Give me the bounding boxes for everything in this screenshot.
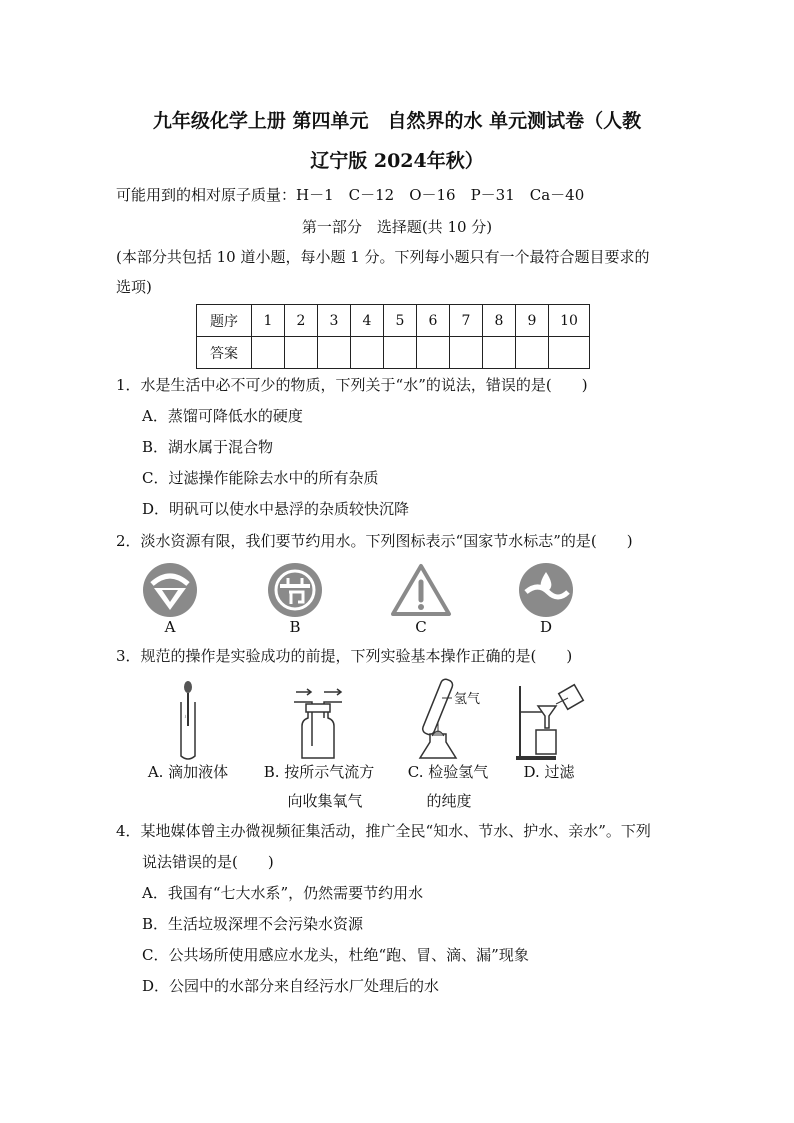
question-1-option-b: B．湖水属于混合物	[142, 438, 274, 456]
answer-table	[196, 304, 590, 369]
answer-table-row2-label: 答案	[197, 337, 252, 369]
question-4-option-a: A．我国有“七大水系”，仍然需要节约用水	[142, 884, 424, 902]
figure-caption-b-line-1: B. 按所示气流方	[263, 763, 375, 781]
filtration-figure	[516, 682, 586, 762]
question-1-option-d: D．明矾可以使水中悬浮的杂质较快沉降	[142, 500, 410, 518]
figure-caption-b-line-2: 向收集氧气	[287, 792, 363, 810]
question-4-option-b: B．生活垃圾深埋不会污染水资源	[142, 915, 364, 933]
question-number: 1	[252, 305, 285, 337]
question-4-option-d: D．公园中的水部分来自经污水厂处理后的水	[142, 977, 440, 995]
question-number: 3	[318, 305, 351, 337]
answer-table-answer-row	[197, 337, 590, 369]
question-2-stem: 2．淡水资源有限，我们要节约用水。下列图标表示“国家节水标志”的是( )	[116, 532, 633, 550]
page-title-line-1: 九年级化学上册 第四单元 自然界的水 单元测试卷（人教	[152, 110, 642, 132]
water-saving-icon-b	[267, 562, 323, 618]
answer-cell[interactable]	[516, 337, 549, 369]
answer-cell[interactable]	[285, 337, 318, 369]
answer-cell[interactable]	[483, 337, 516, 369]
warning-triangle-icon-c	[391, 564, 451, 616]
question-number: 10	[549, 305, 590, 337]
answer-table-number-row	[197, 305, 590, 337]
answer-cell[interactable]	[549, 337, 590, 369]
gas-collection-bottle-figure	[290, 688, 346, 762]
answer-cell[interactable]	[351, 337, 384, 369]
figure-caption-d: D. 过滤	[523, 763, 575, 781]
instructions-line-1: (本部分共包括 10 道小题，每小题 1 分。下列每小题只有一个最符合题目要求的	[116, 248, 650, 266]
instructions-line-2: 选项)	[116, 278, 152, 296]
section-title: 第一部分 选择题(共 10 分)	[301, 218, 493, 236]
icon-label-d: D	[539, 618, 553, 636]
question-1-option-c: C．过滤操作能除去水中的所有杂质	[142, 469, 379, 487]
figure-caption-c-line-2: 的纯度	[426, 792, 472, 810]
dropper-test-tube-figure	[176, 680, 200, 762]
question-4-option-c: C．公共场所使用感应水龙头，杜绝“跑、冒、滴、漏”现象	[142, 946, 529, 964]
figure-caption-a: A. 滴加液体	[147, 763, 229, 781]
question-number: 2	[285, 305, 318, 337]
question-number: 7	[450, 305, 483, 337]
icon-label-b: B	[289, 618, 301, 636]
question-number: 5	[384, 305, 417, 337]
question-1-option-a: A．蒸馏可降低水的硬度	[142, 407, 303, 425]
icon-label-a: A	[164, 618, 176, 636]
question-1-stem: 1．水是生活中必不可少的物质，下列关于“水”的说法，错误的是( )	[116, 376, 588, 394]
svg-text:ꜜꜜ: ꜜꜜ	[184, 714, 190, 722]
figure-caption-c-line-1: C. 检验氢气	[407, 763, 489, 781]
answer-cell[interactable]	[384, 337, 417, 369]
page-title-line-2: 辽宁版 2024年秋）	[310, 150, 484, 172]
hydrogen-label: 氢气	[454, 692, 481, 707]
question-4-stem-line-1: 4．某地媒体曾主办微视频征集活动，推广全民“知水、节水、护水、亲水”。下列	[116, 822, 651, 840]
question-number: 4	[351, 305, 384, 337]
question-number: 6	[417, 305, 450, 337]
question-4-stem-line-2: 说法错误的是( )	[142, 853, 274, 871]
answer-table-row1-label: 题序	[197, 305, 252, 337]
question-number: 8	[483, 305, 516, 337]
icon-label-c: C	[415, 618, 427, 636]
answer-cell[interactable]	[417, 337, 450, 369]
atomic-masses: 可能用到的相对原子质量：H－1 C－12 O－16 P－31 Ca－40	[116, 186, 585, 204]
answer-cell[interactable]	[450, 337, 483, 369]
water-saving-icon-a	[142, 562, 198, 618]
answer-cell[interactable]	[318, 337, 351, 369]
question-number: 9	[516, 305, 549, 337]
question-3-stem: 3．规范的操作是实验成功的前提，下列实验基本操作正确的是( )	[116, 647, 573, 665]
water-drop-hand-icon-d	[518, 562, 574, 618]
answer-cell[interactable]	[252, 337, 285, 369]
